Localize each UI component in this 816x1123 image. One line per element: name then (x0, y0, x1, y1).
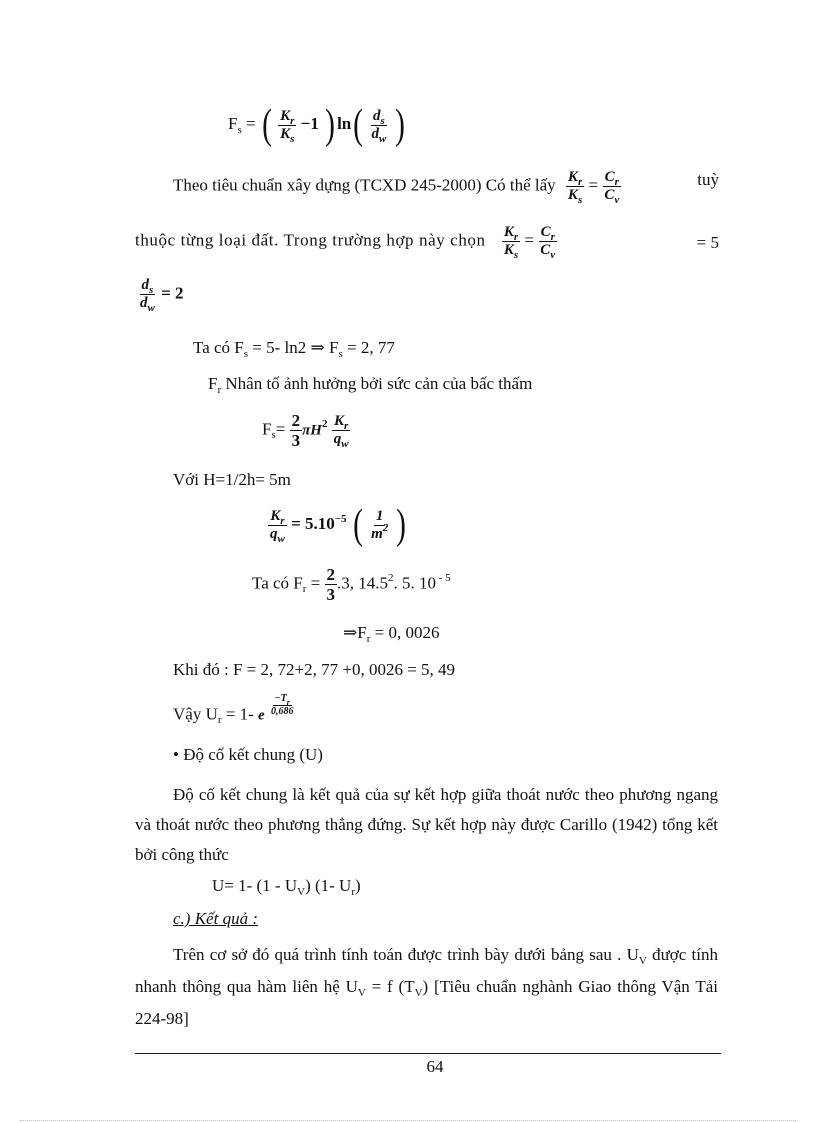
formula-kr-qw: $\frac{K_r}{q_w}$ = $5.10^{-5}$ ( $\frac{1}{m^2}$ ) (270, 502, 407, 548)
fraction-two-thirds: $\frac{2}{3}$ (291, 411, 301, 450)
fr-description: $F_r$ Nhân tố ảnh hưởng bởi sức cản của bấc thấm (208, 374, 533, 396)
fraction-ds-dw: $\frac{d_s}{d_w}$ (371, 107, 387, 145)
fraction-one-m2: $\frac{1}{m^2}$ (371, 507, 389, 542)
paragraph-result: Trên cơ sở đó quá trình tính toán được trình bày dưới bảng sau . $U_V$ được tính nhanh thông qua hàm liên hệ $U_V = f$ $(T_V)$ [Tiêu chuẩn nghành Giao thông Vận Tải 224-98] (135, 945, 718, 1028)
fraction-kr-qw: $\frac{K_r}{q_w}$ (333, 413, 349, 450)
taco-fs-line: Ta có $F_s = 5-$ ln2 ⇒ $F_s = 2$, 77 (193, 338, 395, 360)
formula-u: U= 1- $(1 - U_V)$ (1- $U_r$) (212, 876, 361, 898)
paragraph-choice: thuộc từng loại đất. Trong trường hợp này chọn $\frac{K_r}{K_s}$ = $\frac{C_r}{C_v}$ = 5 (135, 224, 719, 261)
fraction-kr-ks-3: $\frac{K_r}{K_s}$ (503, 224, 519, 261)
fraction-kr-ks: $\frac{K_r}{K_s}$ (280, 107, 295, 145)
fraction-two-thirds-2: $\frac{2}{3}$ (326, 565, 336, 604)
vay-ur-line: Vậy $U_r = 1-$ e $\frac{-T_r}{0,686}$ (173, 693, 294, 727)
khi-do-line: Khi đó : F = 2, 72+2, 77 +0, 0026 = 5, 49 (173, 660, 456, 679)
page-number: 64 (426, 1057, 444, 1076)
fraction-cr-cv: $\frac{C_r}{C_v}$ (604, 169, 620, 206)
bullet-item: • Độ cố kết chung (U) (173, 745, 323, 764)
fs-symbol: $F_s$ (228, 113, 242, 136)
fraction-ds-dw-2: $\frac{d_s}{d_w}$ (140, 277, 155, 314)
taco-fr-line: Ta có $F_r$ = $\frac{2}{3}$ .3, 14.5$^2$. 5. 10 $^{- 5}$ (252, 565, 451, 604)
paragraph-tcxd: Theo tiêu chuẩn xây dựng (TCXD 245-2000) Có thể lấy $\frac{K_r}{K_s}$ = $\frac{C_r}{C_v}$ tuỳ (173, 169, 719, 206)
fr-result-line: $\Rightarrow F_r = 0$, 0026 (343, 623, 440, 645)
paragraph-carillo: Độ cố kết chung là kết quả của sự kết hợp giữa thoát nước theo phương ngang và thoát nước theo phương thẳng đứng. Sự kết hợp này được Carillo (1942) tổng kết bởi công thức (135, 785, 718, 864)
exponent-fraction: $\frac{-T_r}{0,686}$ (270, 693, 294, 717)
fraction-kr-ks-2: $\frac{K_r}{K_s}$ (567, 169, 583, 206)
voi-h-line: Với H=1/2h= 5m (173, 470, 291, 489)
bullet-icon: • (173, 745, 179, 764)
fraction-cr-cv-2: $\frac{C_r}{C_v}$ (540, 224, 556, 261)
fraction-kr-qw-2: $\frac{K_r}{q_w}$ (270, 507, 285, 545)
formula-fs-2: $F_s=$ $\frac{2}{3}$ $\pi H^2$ $\frac{K_r}{q_w}$ (262, 411, 349, 450)
footer-divider (135, 1053, 721, 1054)
page-edge-dots (20, 1120, 796, 1121)
section-heading-c: c.) Kết quả : (173, 909, 258, 928)
formula-fs: $F_s$ = ( $\frac{K_r}{K_s}$ −1 ) ln( $\frac{d_s}{d_w}$ ) (228, 102, 405, 148)
formula-ds-dw: $\frac{d_s}{d_w}$ = 2 (140, 277, 184, 314)
